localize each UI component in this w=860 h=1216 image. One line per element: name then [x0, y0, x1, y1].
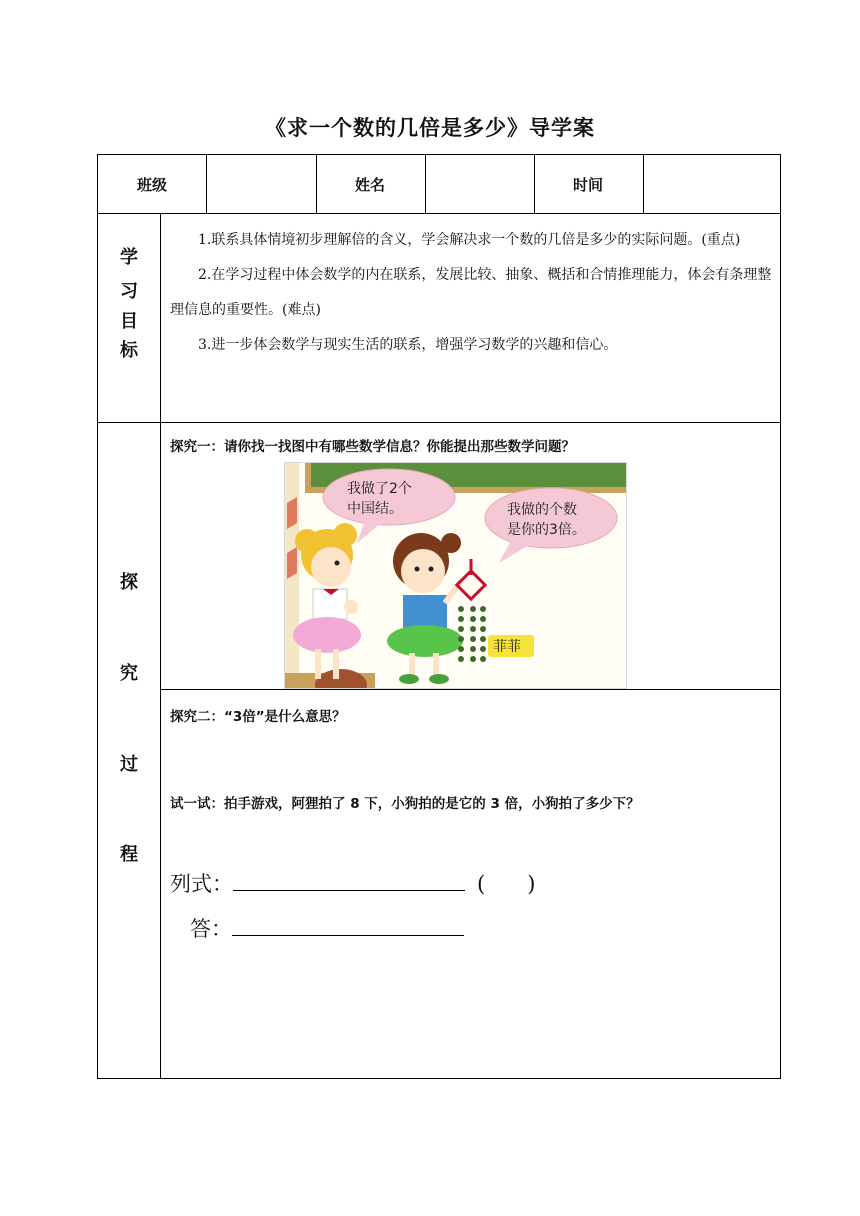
class-label: 班级 — [136, 175, 167, 194]
guide-table — [97, 154, 781, 1079]
divider — [98, 213, 780, 214]
time-label: 时间 — [572, 175, 603, 194]
page-title: 《求一个数的几倍是多少》导学案 — [265, 116, 595, 140]
answer-blank[interactable] — [232, 913, 464, 936]
divider — [534, 155, 535, 213]
goals-label-char: 目 — [120, 311, 138, 332]
answer-line — [190, 913, 464, 943]
process-label-char: 过 — [120, 754, 138, 775]
formula-blank[interactable] — [233, 868, 465, 891]
name-label: 姓名 — [354, 175, 385, 194]
divider — [98, 422, 780, 423]
goals-label-char: 学 — [120, 247, 138, 268]
learning-goals — [170, 223, 774, 363]
divider — [160, 689, 780, 690]
formula-label: 列式： — [170, 872, 233, 896]
divider — [316, 155, 317, 213]
girls-chinese-knot-illustration — [285, 463, 627, 689]
goal-item: 2.在学习过程中体会数学的内在联系，发展比较、抽象、概括和合情推理能力，体会有条理整理信息的重要性。(难点) — [170, 267, 772, 318]
goal-item: 1.联系具体情境初步理解倍的含义，学会解决求一个数的几倍是多少的实际问题。(重点) — [198, 232, 741, 248]
process-label-char: 程 — [120, 844, 138, 865]
bubble-left-line: 我做了2个 — [347, 481, 412, 497]
explore-two-prompt: 探究二：“3倍”是什么意思？ — [170, 709, 346, 725]
divider — [425, 155, 426, 213]
divider — [206, 155, 207, 213]
goals-label-char: 标 — [120, 340, 138, 361]
divider — [643, 155, 644, 213]
goal-item: 3.进一步体会数学与现实生活的联系，增强学习数学的兴趣和信心。 — [198, 337, 618, 353]
explore-one-prompt: 探究一：请你找一找图中有哪些数学信息？你能提出那些数学问题？ — [170, 439, 575, 455]
try-it-prompt: 试一试：拍手游戏，阿狸拍了 8 下，小狗拍的是它的 3 倍，小狗拍了多少下？ — [170, 796, 640, 812]
formula-line — [170, 868, 535, 898]
bubble-right-line: 是你的3倍。 — [507, 522, 586, 538]
goals-label-char: 习 — [120, 281, 138, 302]
process-label-char: 究 — [120, 663, 138, 684]
bubble-left-line: 中国结。 — [347, 501, 403, 517]
unit-paren: ( ) — [477, 872, 536, 896]
divider — [160, 213, 161, 1079]
illustration — [284, 462, 627, 689]
process-label-char: 探 — [120, 572, 138, 593]
bubble-right-line: 我做的个数 — [507, 502, 577, 518]
name-tag: 菲菲 — [493, 639, 521, 655]
answer-label: 答： — [190, 917, 232, 941]
